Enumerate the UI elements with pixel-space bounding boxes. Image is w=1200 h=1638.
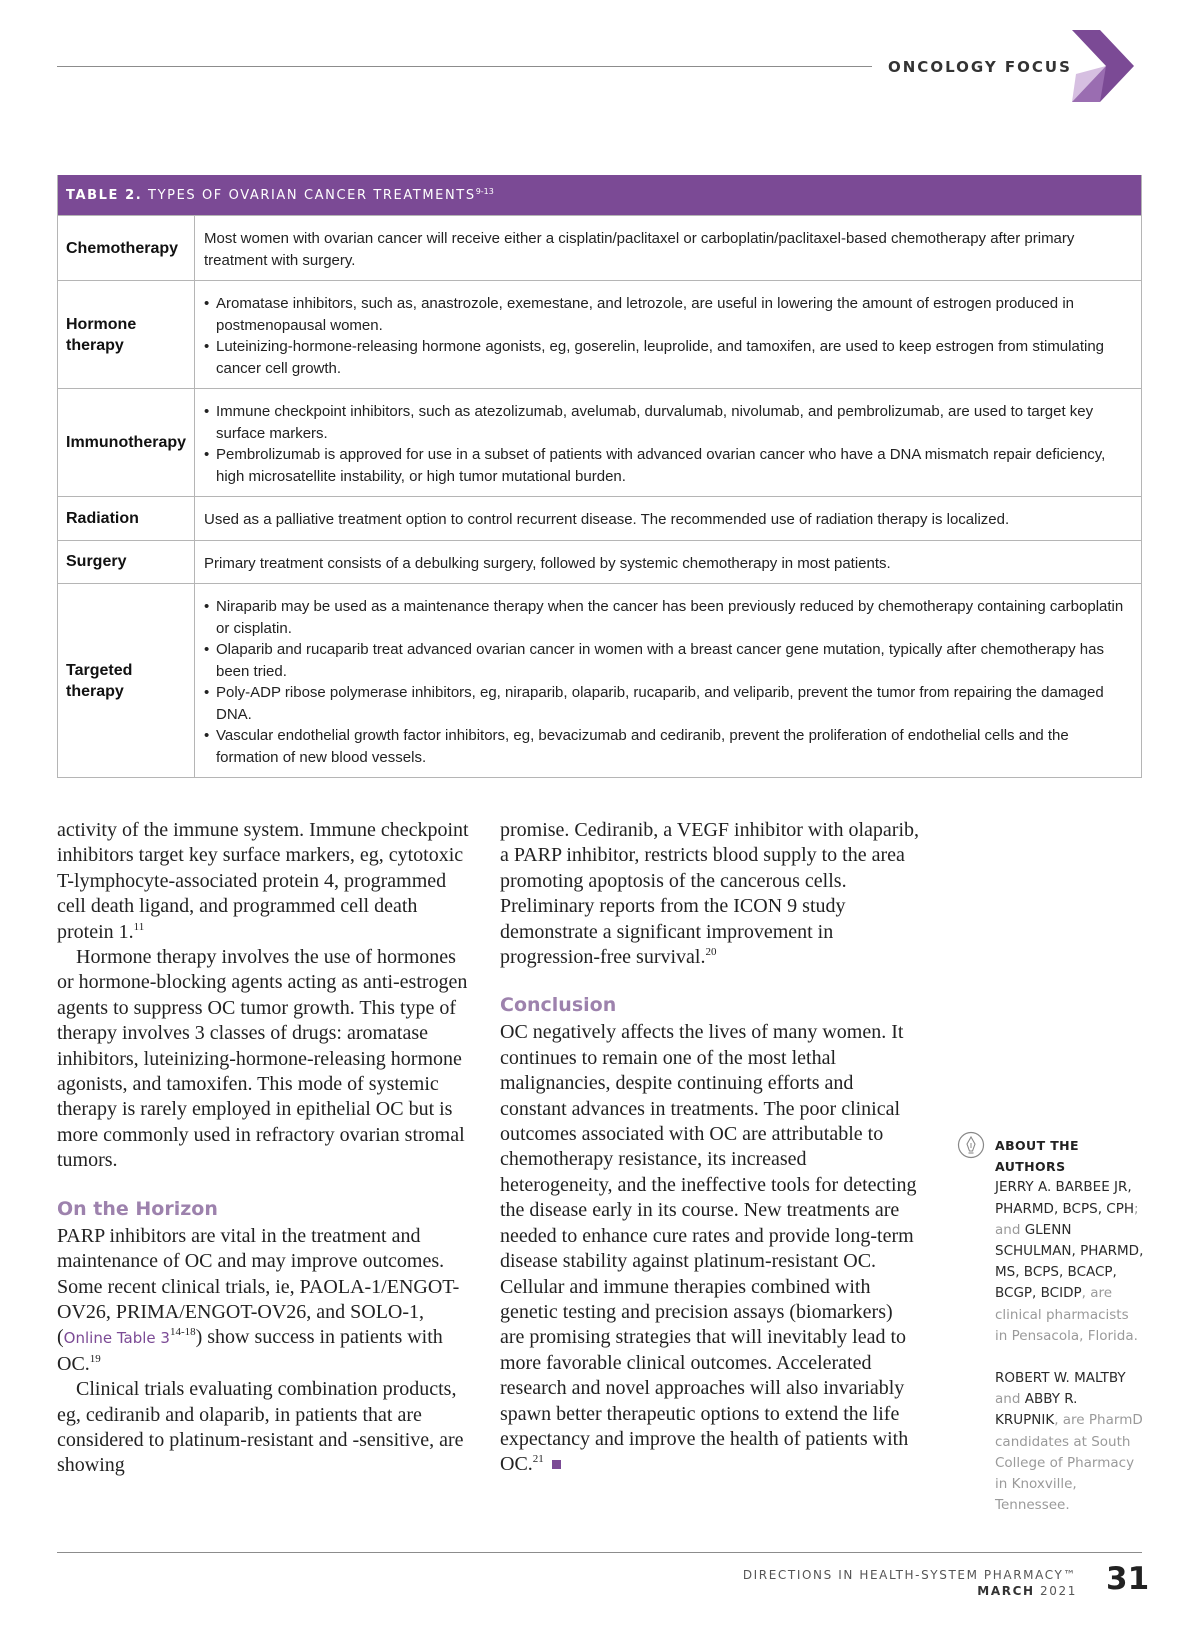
paragraph: activity of the immune system. Immune checkpoint inhibitors target key surface markers, eg, cytotoxic T-lymphocyte-associated protein 4, programmed cell death ligand, and programmed cell death protein 1.11 — [57, 819, 469, 943]
bullet-item: • Poly-ADP ribose polymerase inhibitors, eg, niraparib, olaparib, rucaparib, and veliparib, prevent the tumor from repairing the damaged DNA. — [204, 682, 1131, 725]
bullet-item: • Immune checkpoint inhibitors, such as atezolizumab, avelumab, durvalumab, nivolumab, and pembrolizumab, are used to target key surface markers. — [204, 401, 1131, 444]
row-description — [195, 389, 1141, 496]
row-description: Primary treatment consists of a debulking surgery, followed by systemic chemotherapy in most patients. — [204, 554, 891, 572]
row-category: Chemotherapy — [58, 216, 195, 280]
paragraph: Hormone therapy involves the use of hormones or hormone-blocking agents acting as anti-estrogen agents to suppress OC tumor growth. This type of therapy involves 3 classes of drugs: aromatase inhibitors, luteinizing-hormone-releasing hormone agonists, and tamoxifen. This mode of systemic therapy is rarely employed in epithelial OC but is more commonly used in refractory ovarian stromal tumors. — [57, 946, 468, 1172]
bullet-item: • Vascular endothelial growth factor inhibitors, eg, bevacizumab and cediranib, prevent the proliferation of endothelial cells and the formation of new blood vessels. — [204, 725, 1131, 768]
header-rule — [57, 66, 872, 67]
treatments-table — [57, 175, 1142, 778]
bullet-item: • Luteinizing-hormone-releasing hormone agonists, eg, goserelin, leuprolide, and tamoxifen, are used to keep estrogen from stimulating cancer cell growth. — [204, 336, 1131, 379]
about-the-authors — [995, 1135, 1145, 1516]
body-column-right — [500, 818, 920, 1478]
pen-nib-icon — [957, 1131, 985, 1159]
section-heading: On the Horizon — [57, 1197, 218, 1220]
row-description: Used as a palliative treatment option to control recurrent disease. The recommended use of radiation therapy is localized. — [204, 511, 1010, 528]
authors-title: ABOUT THE AUTHORS — [995, 1138, 1079, 1175]
table-row — [58, 583, 1141, 777]
authors-group-1: JERRY A. BARBEE JR, PHARMD, BCPS, CPH; and GLENN SCHULMAN, PHARMD, MS, BCPS, BCACP, BCGP, BCIDP, are clinical pharmacists in Pensacola, Florida. — [995, 1179, 1144, 1344]
row-category: Targeted therapy — [58, 584, 195, 777]
bullet-item: • Niraparib may be used as a maintenance therapy when the cancer has been previously reduced by chemotherapy containing carboplatin or cisplatin. — [204, 596, 1131, 639]
row-description — [195, 584, 1141, 777]
row-category: Immunotherapy — [58, 389, 195, 496]
issue-year: 2021 — [1040, 1584, 1077, 1598]
bullet-item: • Pembrolizumab is approved for use in a subset of patients with advanced ovarian cancer who have a DNA mismatch repair deficiency, high microsatellite instability, or high tumor mutational burden. — [204, 444, 1131, 487]
publication-name: DIRECTIONS IN HEALTH-SYSTEM PHARMACY™ — [742, 1568, 1077, 1582]
table-row — [58, 388, 1141, 496]
publication-info — [743, 1567, 1077, 1599]
issue-month: MARCH — [977, 1584, 1035, 1598]
row-category: Hormone therapy — [58, 281, 195, 388]
bullet-item: • Olaparib and rucaparib treat advanced ovarian cancer in women with a breast cancer gene mutation, typically after chemotherapy has been tried. — [204, 639, 1131, 682]
table-row — [58, 540, 1141, 584]
table-row — [58, 280, 1141, 388]
authors-group-2: ROBERT W. MALTBY and ABBY R. KRUPNIK, are PharmD candidates at South College of Pharmacy in Knoxville, Tennessee. — [995, 1370, 1143, 1514]
section-title: ONCOLOGY FOCUS — [888, 58, 1072, 76]
table-row — [58, 496, 1141, 540]
table-title: TABLE 2. TYPES OF OVARIAN CANCER TREATMENTS$^{9-13}$ — [58, 175, 1141, 215]
paragraph: Clinical trials evaluating combination products, eg, cediranib and olaparib, in patients that are considered to platinum-resistant and -sensitive, are showing — [57, 1378, 464, 1477]
paragraph: OC negatively affects the lives of many women. It continues to remain one of the most lethal malignancies, despite continuing efforts and constant advances in treatments. The poor clinical outcomes associated with OC are attributable to chemotherapy resistance, its increased heterogeneity, and the ineffective tools for detecting the disease early in its course. New treatments are needed to enhance cure rates and provide long-term disease stability against platinum-resistant OC. Cellular and immune therapies combined with genetic testing and precision assays (biomarkers) are promising strategies that will inevitably lead to more favorable clinical outcomes. Accelerated research and novel approaches will also invariably spawn better therapeutic options to extend the life expectancy and improve the health of patients with OC.$^{21}$ — [500, 1021, 917, 1476]
bullet-item: • Aromatase inhibitors, such as, anastrozole, exemestane, and letrozole, are useful in lowering the amount of estrogen produced in postmenopausal women. — [204, 293, 1131, 336]
row-description: Most women with ovarian cancer will receive either a cisplatin/paclitaxel or carboplatin/paclitaxel-based chemotherapy after primary treatment with surgery. — [204, 230, 1075, 269]
online-table-link[interactable]: Online Table 3 — [63, 1329, 170, 1348]
paragraph: promise. Cediranib, a VEGF inhibitor with olaparib, a PARP inhibitor, restricts blood supply to the area promoting apoptosis of the cancerous cells. Preliminary reports from the ICON 9 study demonstrate a significant improvement in progression-free survival.$^{20}$ — [500, 819, 920, 969]
double-chevron-right-icon — [1072, 30, 1134, 102]
row-category: Surgery — [58, 541, 195, 584]
page-number: 31 — [1106, 1561, 1150, 1597]
table-row — [58, 215, 1141, 280]
footer-rule — [57, 1552, 1142, 1553]
row-description — [195, 281, 1141, 388]
paragraph: PARP inhibitors are vital in the treatment and maintenance of OC and may improve outcomes. Some recent clinical trials, ie, PAOLA-1/ENGOT-OV26, PRIMA/ENGOT-OV26, and SOLO-1, (Online Table 3$^{14-18}$) show success in patients with OC.$^{19}$ — [57, 1224, 460, 1375]
end-mark-icon — [552, 1460, 561, 1469]
section-heading: Conclusion — [500, 994, 617, 1017]
row-category: Radiation — [58, 497, 195, 540]
body-column-left — [57, 818, 477, 1479]
